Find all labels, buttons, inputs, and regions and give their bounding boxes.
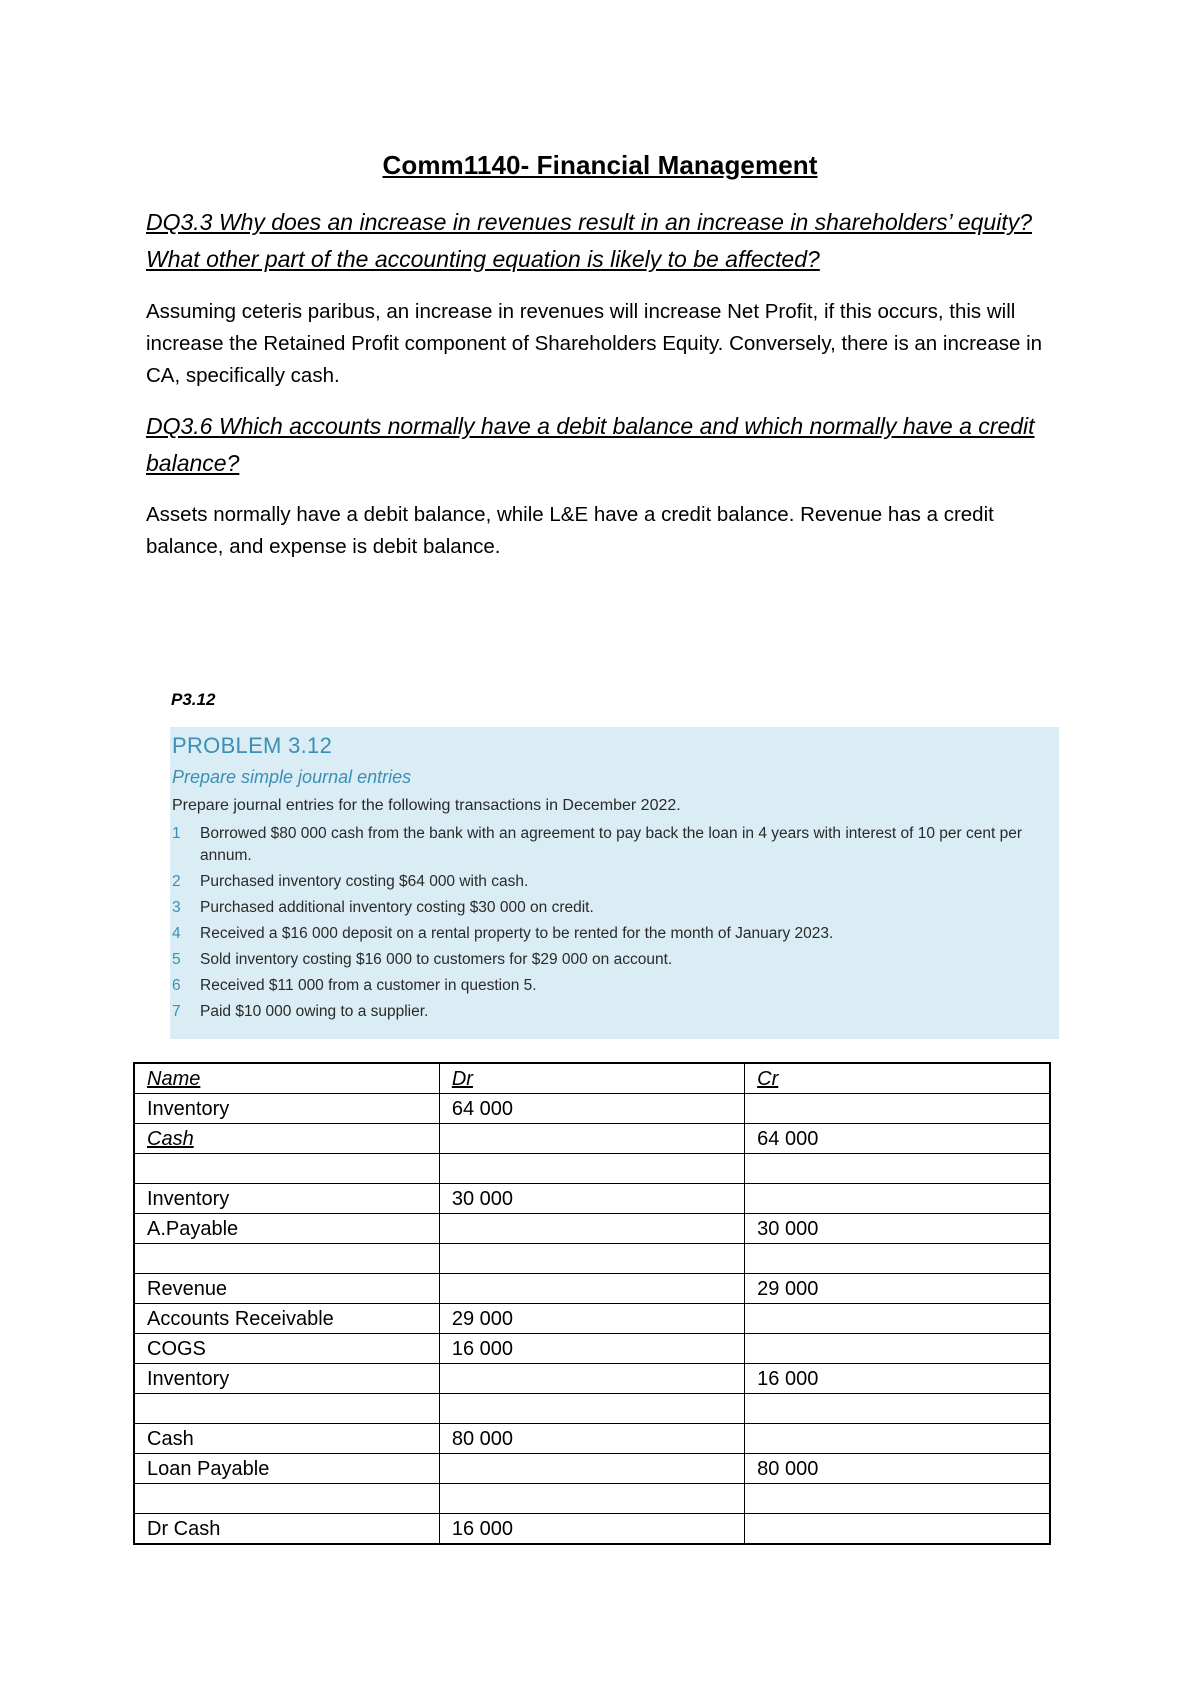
table-row <box>134 1304 1050 1334</box>
table-row <box>134 1484 1050 1514</box>
cell-account: Inventory <box>134 1184 439 1214</box>
table-row <box>134 1274 1050 1304</box>
cell-account: Inventory <box>134 1094 439 1124</box>
cell-account: Dr Cash <box>134 1514 439 1545</box>
cell-dr <box>439 1124 744 1154</box>
table-row <box>134 1154 1050 1184</box>
cell-account: Inventory <box>134 1364 439 1394</box>
problem-item-text: Paid $10 000 owing to a supplier. <box>200 1003 429 1020</box>
cell-account: Revenue <box>134 1274 439 1304</box>
cell-dr <box>439 1244 744 1274</box>
cell-cr: 80 000 <box>745 1454 1050 1484</box>
problem-box <box>170 727 1059 1039</box>
cell-cr <box>745 1094 1050 1124</box>
cell-account: Cash <box>134 1124 439 1154</box>
cell-account: A.Payable <box>134 1214 439 1244</box>
table-row <box>134 1334 1050 1364</box>
problem-label: P3.12 <box>171 690 216 709</box>
answer-dq3-6: Assets normally have a debit balance, while L&E have a credit balance. Revenue has a credit balance, and expense is debit balance. <box>146 503 994 558</box>
problem-item <box>172 1001 1056 1023</box>
cell-dr <box>439 1394 744 1424</box>
problem-item <box>172 975 1056 997</box>
cell-cr: 16 000 <box>745 1364 1050 1394</box>
cell-account: COGS <box>134 1334 439 1364</box>
cell-account <box>134 1394 439 1424</box>
cell-cr <box>745 1304 1050 1334</box>
column-header-cr: Cr <box>745 1063 1050 1094</box>
cell-dr <box>439 1214 744 1244</box>
table-row <box>134 1094 1050 1124</box>
cell-cr <box>745 1514 1050 1545</box>
problem-item <box>172 923 1056 945</box>
page-title: Comm1140- Financial Management <box>382 150 818 180</box>
cell-cr: 30 000 <box>745 1214 1050 1244</box>
cell-account: Cash <box>134 1424 439 1454</box>
problem-item-text: Received a $16 000 deposit on a rental property to be rented for the month of January 2023. <box>200 925 834 942</box>
question-dq3-6: DQ3.6 Which accounts normally have a debit balance and which normally have a credit balance? <box>146 413 1035 476</box>
cell-dr: 16 000 <box>439 1334 744 1364</box>
cell-cr <box>745 1244 1050 1274</box>
table-row <box>134 1214 1050 1244</box>
cell-dr <box>439 1154 744 1184</box>
table-row <box>134 1394 1050 1424</box>
cell-dr: 64 000 <box>439 1094 744 1124</box>
problem-item-number: 2 <box>172 873 181 890</box>
table-row <box>134 1124 1050 1154</box>
cell-dr <box>439 1454 744 1484</box>
problem-item-text: Sold inventory costing $16 000 to customers for $29 000 on account. <box>200 951 673 968</box>
problem-item-text: Purchased additional inventory costing $30 000 on credit. <box>200 899 594 916</box>
cell-cr <box>745 1184 1050 1214</box>
table-row <box>134 1244 1050 1274</box>
cell-cr: 64 000 <box>745 1124 1050 1154</box>
column-header-name: Name <box>134 1063 439 1094</box>
table-row <box>134 1454 1050 1484</box>
problem-item-text: Purchased inventory costing $64 000 with cash. <box>200 873 529 890</box>
problem-item-text: Received $11 000 from a customer in question 5. <box>200 977 537 994</box>
cell-dr <box>439 1484 744 1514</box>
cell-cr <box>745 1484 1050 1514</box>
table-header-row <box>134 1063 1050 1094</box>
problem-item-number: 5 <box>172 951 181 968</box>
cell-account <box>134 1154 439 1184</box>
cell-account <box>134 1484 439 1514</box>
cell-cr: 29 000 <box>745 1274 1050 1304</box>
journal-table <box>133 1062 1051 1545</box>
cell-account: Accounts Receivable <box>134 1304 439 1334</box>
answer-dq3-3: Assuming ceteris paribus, an increase in revenues will increase Net Profit, if this occurs, this will increase the Retained Profit component of Shareholders Equity. Conversely, there is an increase in CA, specifically cash. <box>146 300 1043 387</box>
problem-item-number: 1 <box>172 825 181 842</box>
cell-account <box>134 1244 439 1274</box>
problem-item-number: 3 <box>172 899 181 916</box>
cell-dr: 30 000 <box>439 1184 744 1214</box>
table-row <box>134 1364 1050 1394</box>
cell-cr <box>745 1334 1050 1364</box>
problem-list <box>172 823 1056 1027</box>
table-row <box>134 1424 1050 1454</box>
table-row <box>134 1514 1050 1545</box>
problem-item <box>172 871 1056 893</box>
table-row <box>134 1184 1050 1214</box>
problem-item <box>172 823 1056 867</box>
problem-item-number: 6 <box>172 977 181 994</box>
problem-item-number: 7 <box>172 1003 181 1020</box>
problem-item-number: 4 <box>172 925 181 942</box>
cell-dr: 29 000 <box>439 1304 744 1334</box>
cell-dr: 80 000 <box>439 1424 744 1454</box>
cell-cr <box>745 1154 1050 1184</box>
problem-item <box>172 897 1056 919</box>
problem-item-text: Borrowed $80 000 cash from the bank with an agreement to pay back the loan in 4 years with interest of 10 per cent per annum. <box>200 825 1022 864</box>
column-header-dr: Dr <box>439 1063 744 1094</box>
problem-item <box>172 949 1056 971</box>
cell-cr <box>745 1394 1050 1424</box>
cell-dr <box>439 1274 744 1304</box>
cell-account: Loan Payable <box>134 1454 439 1484</box>
problem-instruction: Prepare journal entries for the following transactions in December 2022. <box>172 797 681 814</box>
question-dq3-3: DQ3.3 Why does an increase in revenues result in an increase in shareholders’ equity? What other part of the accounting equation is likely to be affected? <box>146 209 1032 272</box>
problem-heading: PROBLEM 3.12 <box>172 733 333 758</box>
cell-dr: 16 000 <box>439 1514 744 1545</box>
problem-subheading: Prepare simple journal entries <box>172 767 412 787</box>
cell-cr <box>745 1424 1050 1454</box>
cell-dr <box>439 1364 744 1394</box>
